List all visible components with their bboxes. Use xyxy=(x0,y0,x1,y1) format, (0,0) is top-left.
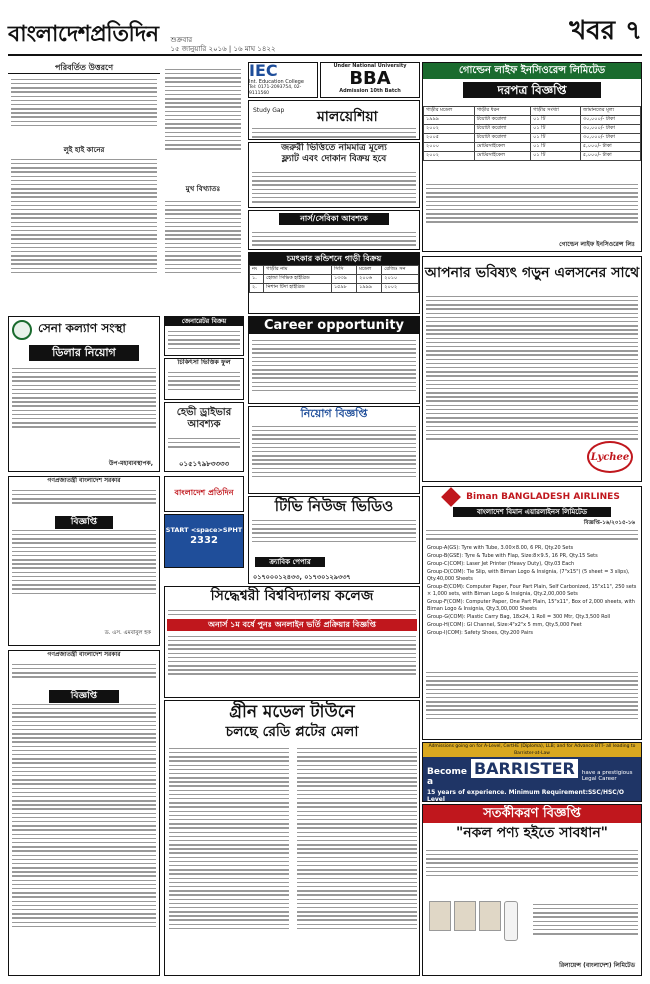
product-box-icon xyxy=(454,901,476,931)
ad-text: have a prestigious Legal Career xyxy=(581,770,633,782)
flat-sale-ad xyxy=(248,142,420,208)
ad-slogan: "নকল পণ্য হইতে সাবধান" xyxy=(456,825,608,841)
list-item: Group-G(COM): Plastic Carry Bag, 18x24, 1 Roll = 300 Mtr, Qty.3,500 Roll xyxy=(427,614,611,620)
ad-title: চমৎকার কন্ডিশনে গাড়ী বিক্রয় xyxy=(249,253,419,265)
list-item: Group-D(COM): Tie Slip, with Biman Logo & Insignia, (7"x15") (5 sheet = 3 slips), Qty.40,000 Sheets xyxy=(427,569,630,582)
ad-title: হেভী ড্রাইভার আবশ্যক xyxy=(176,407,232,430)
ad-title: BARRISTER xyxy=(471,759,578,778)
brand-name: Biman BANGLADESH AIRLINES xyxy=(466,492,620,502)
ad-subtitle: Admission 10th Batch xyxy=(339,88,401,94)
ad-title: জেনারেটর বিক্রয় xyxy=(165,317,243,326)
green-town-ad xyxy=(164,700,420,976)
ad-title: গ্রীন মডেল টাউনে xyxy=(229,702,355,722)
ad-subtitle: ডিলার নিয়োগ xyxy=(29,345,139,361)
caution-notice xyxy=(422,804,642,976)
ad-title: মালয়েশিয়া xyxy=(317,109,378,125)
recruitment-ad xyxy=(248,406,420,494)
table-header-row: নং গাড়ীর নাম সিসি মডেল রেজিঃ সন xyxy=(250,266,419,275)
notice-column xyxy=(162,62,244,312)
ad-contact: গোল্ডেন লাইফ ইনসিওরেন্স লিঃ xyxy=(559,241,635,248)
ad-title: সতর্কীকরণ বিজ্ঞপ্তি xyxy=(423,805,641,823)
sms-ad xyxy=(164,514,244,568)
list-item: Group-I(COM): Safety Shoes, Qty.200 Pairs xyxy=(427,630,534,636)
ad-title: সিদ্ধেশ্বরী বিশ্ববিদ্যালয় কলেজ xyxy=(210,588,374,604)
section-title: খবর xyxy=(569,16,616,46)
product-box-icon xyxy=(479,901,501,931)
product-box-icon xyxy=(429,901,451,931)
table-header-row: গাড়ীর মডেল গাড়ীর ধরন গাড়ীর সংখ্যা জামানতের মূল্য xyxy=(424,107,641,116)
table-row: ২০০০ মোটরসাইকেল ০১ টি ৫,০০০/- টাকা xyxy=(424,143,641,152)
sena-kalyan-ad xyxy=(8,316,160,472)
notice-header: গণপ্রজাতন্ত্রী বাংলাদেশ সরকার xyxy=(47,477,121,484)
notice-text-lines xyxy=(11,76,157,129)
ad-subtitle: ফ্ল্যাট এবং দোকান বিক্রয় হবে xyxy=(281,154,387,164)
elson-ad xyxy=(422,256,642,482)
list-item: Group-E(COM): Computer Paper, Four Part Plain, Self Carbonized, 15"x11", 250 sets × 1,000 sets, with Biman Logo & Insignia, Qty.2,00,000 Sets xyxy=(427,584,637,597)
malaysia-ad xyxy=(248,100,420,140)
notice-number: বিজ্ঞপ্তি-১৬/২০১৫-১৬ xyxy=(583,520,635,526)
barrister-ad xyxy=(422,742,642,802)
table-row: ২০০২ টয়োটা করোলা ০১ টি ৩০,০০০/- টাকা xyxy=(424,125,641,134)
ad-subtitle: চলছে রেডি প্লটের মেলা xyxy=(225,724,359,740)
iec-ad xyxy=(248,62,318,98)
newspaper-logo: বাংলাদেশপ্রতিদিন xyxy=(8,21,159,47)
ad-brand: বাংলাদেশ প্রতিদিন xyxy=(174,488,234,497)
golden-life-ad xyxy=(422,62,642,252)
generator-ad xyxy=(164,316,244,356)
nurse-ad xyxy=(248,210,420,250)
ad-top-line: Admissions going on for A-Level, CertHE (Diploma), LLB; and for Advance BTT- all leading to Barrister-at-Law xyxy=(423,743,641,757)
career-ad xyxy=(248,316,420,404)
table-row: ১. হোন্ডা সিভিক হাইব্রিড ১৩৩৯ ২০০৬ ২০১০ xyxy=(250,275,419,284)
table-row: ২. নিশান টিদা হাইব্রিড ১৫৯৮ ১৯৯৯ ২০০২ xyxy=(250,284,419,293)
ad-title: জরুরী ভিত্তিতে নামমাত্র মূল্যে xyxy=(281,143,387,153)
ad-title: Career opportunity xyxy=(249,317,419,334)
ad-subtitle: 15 years of experience. Minimum Requirement:SSC/HSC/O Level xyxy=(427,789,624,802)
sms-text: START <space>SPHT xyxy=(165,526,243,534)
ad-text: Become a xyxy=(427,767,467,787)
ad-subtitle: Under National University xyxy=(333,63,407,69)
iec-logo: IEC xyxy=(249,62,278,80)
ad-phone: Tel: 0171-2093754, 02-9111560 xyxy=(249,85,302,96)
ad-phone: ০১৭০০০১২৪৩৩, ০১৭৩০১২৯৩৩৭ xyxy=(253,573,351,581)
lychee-logo-icon xyxy=(587,441,633,473)
ad-phone: ০১৫১৭৯৮৩৩৩৩ xyxy=(178,460,230,468)
notice-title: পরিবর্তিত উত্তরণে xyxy=(8,62,160,74)
dateline: শুক্রবার ১৫ জানুয়ারি ২০১৬ | ১৬ মাঘ ১৪২২ xyxy=(170,36,276,53)
ad-title: নার্স/সেবিকা আবশ্যক xyxy=(279,213,389,225)
ad-contact: উপ-মহাব্যবস্থাপক, xyxy=(108,460,153,467)
notice-title: লুই হাই কানের xyxy=(63,146,105,154)
signer-name: ড. এস. এমবাবুল হক xyxy=(104,630,151,636)
govt-notice xyxy=(8,476,160,646)
brand-ad xyxy=(164,476,244,512)
car-table xyxy=(249,265,419,293)
vehicle-table xyxy=(423,106,641,161)
list-item: Group-H(COM): Gl Channel, Size:4"x2"x 5 mm, Qty.5,000 Feet xyxy=(427,622,582,628)
table-row: ২০০২ মোটরসাইকেল ০১ টি ৫,০০০/- টাকা xyxy=(424,152,641,161)
list-item: Group-F(COM): Computer Paper, One Part Plain, 15"x11", Box of 2,000 sheets, with Biman Logo & Insignia, Qty.3,00,000 Sheets xyxy=(427,599,635,612)
ad-title: আপনার ভবিষ্যৎ গড়ুন এলসনের সাথে xyxy=(424,265,640,281)
list-item: Group-A(GS): Tyre with Tube, 3.00×8.00, 6 PR, Qty.20 Sets xyxy=(427,545,574,551)
brand-name: Lychee xyxy=(590,451,630,463)
pathology-ad xyxy=(164,358,244,400)
ad-title: টিভি নিউজ ভিডিও xyxy=(274,497,394,515)
table-row: ১৯৯৯ টয়োটা করোলা ০১ টি ৩০,০০০/- টাকা xyxy=(424,116,641,125)
notice-title: মুখ বিখ্যাতঃ xyxy=(185,185,221,193)
ad-company: রিলায়েন্স (বাংলাদেশ) লিমিটেড xyxy=(559,962,635,969)
ad-name: Int. Education College xyxy=(249,79,304,85)
govt-notice xyxy=(8,650,160,976)
college-ad xyxy=(164,586,420,698)
ad-title: চিকিৎসা ভিত্তিক ফুল xyxy=(177,358,231,366)
product-images xyxy=(429,901,518,941)
ad-title: গোল্ডেন লাইফ ইনসিওরেন্স লিমিটেড xyxy=(423,63,641,79)
ad-title: সেনা কল্যাণ সংস্থা xyxy=(38,321,126,335)
car-sale-ad xyxy=(248,252,420,314)
ad-subtitle: দরপত্র বিজ্ঞপ্তি xyxy=(463,82,601,98)
ad-banner: বাংলাদেশ বিমান এয়ারলাইনস লিমিটেড xyxy=(453,507,611,517)
table-row: ২০০৫ টয়োটা করোলা ০১ টি ৩০,০০০/- টাকা xyxy=(424,134,641,143)
list-item: Group-B(GSE): Tyre & Tube with Flap, Size:8×9.5, 16 PR, Qty.15 Sets xyxy=(427,553,598,559)
notice-title: বিজ্ঞপ্তি xyxy=(49,690,119,703)
sena-emblem-icon xyxy=(12,320,32,340)
bba-ad xyxy=(320,62,420,98)
driver-ad xyxy=(164,402,244,472)
list-item: Group-C(COM): Laser Jet Printer (Heavy Duty), Qty.03 Each xyxy=(427,561,575,567)
ad-company: ক্র্যাবিক পেপার xyxy=(255,557,325,567)
tv-news-ad xyxy=(248,496,420,584)
sms-number: 2332 xyxy=(190,535,218,546)
biman-logo-icon xyxy=(441,487,461,507)
ad-subtitle: অনার্স ১ম বর্ষে পুনঃ অনলাইন ভর্তি প্রক্রিয়ার বিজ্ঞপ্তি xyxy=(167,619,417,631)
biman-ad xyxy=(422,486,642,740)
notice-title: বিজ্ঞপ্তি xyxy=(55,516,113,529)
product-bottle-icon xyxy=(504,901,518,941)
notice-header: গণপ্রজাতন্ত্রী বাংলাদেশ সরকার xyxy=(47,651,121,658)
ad-title: BBA xyxy=(349,68,391,89)
masthead xyxy=(8,8,642,56)
tender-item-list xyxy=(427,545,637,638)
classified-notices xyxy=(8,62,160,312)
page-number: ৭ xyxy=(625,16,642,46)
ad-title: নিয়োগ বিজ্ঞপ্তি xyxy=(300,407,368,420)
ad-tag: Study Gap xyxy=(253,107,285,114)
